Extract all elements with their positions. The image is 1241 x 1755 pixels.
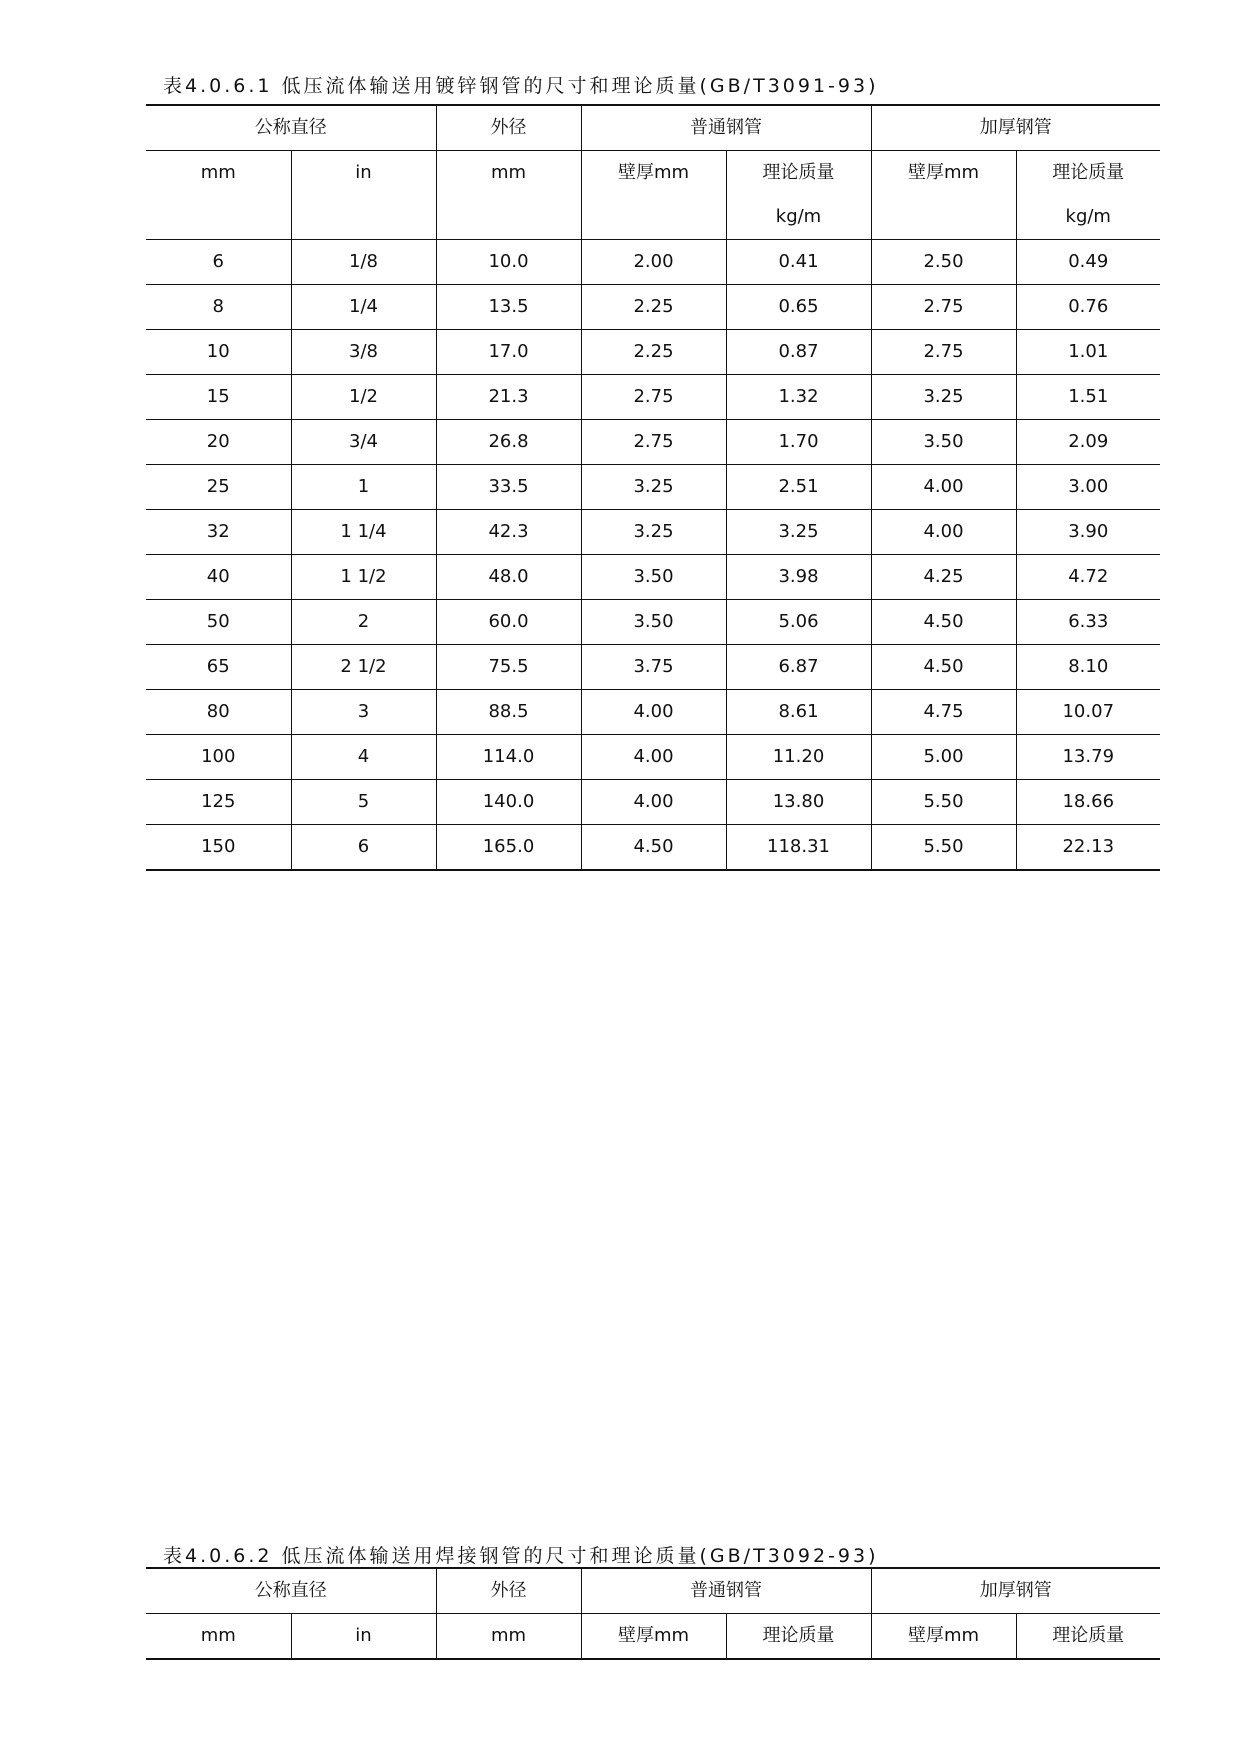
cell-wall-thickness-thick: 4.50 [871, 600, 1016, 645]
table-row [146, 690, 1160, 735]
cell-wall-thickness-thick: 2.50 [871, 240, 1016, 285]
table-row [146, 510, 1160, 555]
cell-wall-thickness: 3.25 [581, 510, 726, 555]
cell-wall-thickness-thick: 2.75 [871, 285, 1016, 330]
cell-theoretical-mass-thick: 3.90 [1016, 510, 1160, 555]
cell-nominal-mm: 80 [146, 690, 291, 735]
cell-theoretical-mass: 2.51 [726, 465, 871, 510]
cell-nominal-in: 3/4 [291, 420, 436, 465]
cell-wall-thickness: 2.25 [581, 330, 726, 375]
table-row [146, 240, 1160, 285]
table-row [146, 465, 1160, 510]
cell-wall-thickness: 3.25 [581, 465, 726, 510]
header-ordinary-pipe: 普通钢管 [581, 105, 871, 151]
cell-theoretical-mass-thick: 6.33 [1016, 600, 1160, 645]
header-mm: mm [146, 151, 291, 240]
cell-nominal-mm: 150 [146, 825, 291, 871]
cell-nominal-in: 2 1/2 [291, 645, 436, 690]
header-thickened-pipe: 加厚钢管 [871, 1568, 1160, 1614]
header-thickened-pipe: 加厚钢管 [871, 105, 1160, 151]
table-row [146, 645, 1160, 690]
table-row [146, 420, 1160, 465]
header-theoretical-mass: 理论质量 kg/m [726, 151, 871, 240]
header-outer-diameter: 外径 [436, 105, 581, 151]
cell-wall-thickness: 4.00 [581, 780, 726, 825]
cell-wall-thickness-thick: 4.50 [871, 645, 1016, 690]
cell-nominal-in: 5 [291, 780, 436, 825]
cell-nominal-in: 1/4 [291, 285, 436, 330]
cell-nominal-in: 3 [291, 690, 436, 735]
cell-outer-diameter: 13.5 [436, 285, 581, 330]
header-theoretical-mass-2: 理论质量 kg/m [1016, 151, 1160, 240]
cell-theoretical-mass: 0.87 [726, 330, 871, 375]
cell-theoretical-mass-thick: 1.51 [1016, 375, 1160, 420]
table1-caption: 表4.0.6.1 低压流体输送用镀锌钢管的尺寸和理论质量(GB/T3091-93) [163, 75, 879, 97]
header-wall-thickness: 壁厚mm [581, 151, 726, 240]
cell-theoretical-mass: 1.32 [726, 375, 871, 420]
cell-nominal-in: 6 [291, 825, 436, 871]
cell-nominal-in: 1/8 [291, 240, 436, 285]
header-wall-thickness-2: 壁厚mm [871, 1614, 1016, 1660]
cell-wall-thickness: 4.00 [581, 690, 726, 735]
cell-theoretical-mass-thick: 8.10 [1016, 645, 1160, 690]
cell-wall-thickness: 4.00 [581, 735, 726, 780]
cell-theoretical-mass-thick: 22.13 [1016, 825, 1160, 871]
galvanized-pipe-table [146, 104, 1160, 871]
cell-theoretical-mass: 1.70 [726, 420, 871, 465]
cell-nominal-mm: 40 [146, 555, 291, 600]
header-in: in [291, 1614, 436, 1660]
cell-nominal-in: 3/8 [291, 330, 436, 375]
cell-theoretical-mass-thick: 10.07 [1016, 690, 1160, 735]
table-row [146, 780, 1160, 825]
cell-nominal-mm: 6 [146, 240, 291, 285]
cell-nominal-mm: 25 [146, 465, 291, 510]
cell-theoretical-mass: 5.06 [726, 600, 871, 645]
cell-outer-diameter: 42.3 [436, 510, 581, 555]
cell-outer-diameter: 17.0 [436, 330, 581, 375]
cell-wall-thickness: 4.50 [581, 825, 726, 871]
cell-wall-thickness-thick: 4.25 [871, 555, 1016, 600]
cell-nominal-in: 1/2 [291, 375, 436, 420]
cell-theoretical-mass-thick: 1.01 [1016, 330, 1160, 375]
header-theoretical-mass: 理论质量 [726, 1614, 871, 1660]
cell-wall-thickness-thick: 2.75 [871, 330, 1016, 375]
header-wall-thickness: 壁厚mm [581, 1614, 726, 1660]
cell-wall-thickness-thick: 5.50 [871, 780, 1016, 825]
cell-nominal-mm: 100 [146, 735, 291, 780]
welded-pipe-table [146, 1567, 1160, 1660]
cell-theoretical-mass-thick: 0.49 [1016, 240, 1160, 285]
cell-outer-diameter: 21.3 [436, 375, 581, 420]
cell-outer-diameter: 26.8 [436, 420, 581, 465]
header-wall-thickness-2: 壁厚mm [871, 151, 1016, 240]
cell-outer-diameter: 33.5 [436, 465, 581, 510]
cell-theoretical-mass: 0.65 [726, 285, 871, 330]
table2-caption: 表4.0.6.2 低压流体输送用焊接钢管的尺寸和理论质量(GB/T3092-93) [163, 1545, 879, 1567]
cell-wall-thickness: 2.25 [581, 285, 726, 330]
cell-wall-thickness-thick: 4.00 [871, 510, 1016, 555]
header-od-mm: mm [436, 1614, 581, 1660]
table-row [146, 375, 1160, 420]
cell-outer-diameter: 48.0 [436, 555, 581, 600]
table-row [146, 825, 1160, 871]
header-ordinary-pipe: 普通钢管 [581, 1568, 871, 1614]
header-outer-diameter: 外径 [436, 1568, 581, 1614]
cell-outer-diameter: 165.0 [436, 825, 581, 871]
cell-outer-diameter: 88.5 [436, 690, 581, 735]
cell-nominal-mm: 8 [146, 285, 291, 330]
cell-nominal-in: 2 [291, 600, 436, 645]
cell-theoretical-mass: 3.98 [726, 555, 871, 600]
cell-theoretical-mass-thick: 2.09 [1016, 420, 1160, 465]
cell-nominal-in: 1 1/4 [291, 510, 436, 555]
cell-theoretical-mass-thick: 3.00 [1016, 465, 1160, 510]
table-row [146, 735, 1160, 780]
cell-wall-thickness: 2.00 [581, 240, 726, 285]
cell-wall-thickness: 3.75 [581, 645, 726, 690]
cell-nominal-in: 1 [291, 465, 436, 510]
table-row [146, 330, 1160, 375]
cell-nominal-mm: 125 [146, 780, 291, 825]
cell-theoretical-mass: 118.31 [726, 825, 871, 871]
cell-theoretical-mass: 6.87 [726, 645, 871, 690]
cell-theoretical-mass: 8.61 [726, 690, 871, 735]
cell-outer-diameter: 75.5 [436, 645, 581, 690]
cell-wall-thickness-thick: 4.75 [871, 690, 1016, 735]
cell-nominal-in: 1 1/2 [291, 555, 436, 600]
cell-outer-diameter: 60.0 [436, 600, 581, 645]
header-mm: mm [146, 1614, 291, 1660]
cell-theoretical-mass: 0.41 [726, 240, 871, 285]
table1-body [146, 240, 1160, 871]
table-row [146, 285, 1160, 330]
cell-theoretical-mass-thick: 0.76 [1016, 285, 1160, 330]
cell-nominal-mm: 10 [146, 330, 291, 375]
cell-wall-thickness-thick: 5.50 [871, 825, 1016, 871]
cell-wall-thickness: 2.75 [581, 420, 726, 465]
cell-theoretical-mass: 13.80 [726, 780, 871, 825]
header-nominal-diameter: 公称直径 [146, 105, 436, 151]
cell-nominal-mm: 50 [146, 600, 291, 645]
cell-nominal-mm: 32 [146, 510, 291, 555]
table-row [146, 600, 1160, 645]
cell-outer-diameter: 140.0 [436, 780, 581, 825]
cell-outer-diameter: 114.0 [436, 735, 581, 780]
cell-theoretical-mass-thick: 18.66 [1016, 780, 1160, 825]
cell-wall-thickness: 3.50 [581, 600, 726, 645]
cell-nominal-mm: 65 [146, 645, 291, 690]
cell-theoretical-mass: 3.25 [726, 510, 871, 555]
cell-wall-thickness: 2.75 [581, 375, 726, 420]
cell-theoretical-mass-thick: 13.79 [1016, 735, 1160, 780]
header-in: in [291, 151, 436, 240]
cell-wall-thickness-thick: 3.50 [871, 420, 1016, 465]
cell-outer-diameter: 10.0 [436, 240, 581, 285]
cell-wall-thickness-thick: 5.00 [871, 735, 1016, 780]
cell-wall-thickness-thick: 4.00 [871, 465, 1016, 510]
cell-nominal-in: 4 [291, 735, 436, 780]
table-row [146, 555, 1160, 600]
cell-nominal-mm: 20 [146, 420, 291, 465]
header-od-mm: mm [436, 151, 581, 240]
cell-nominal-mm: 15 [146, 375, 291, 420]
cell-theoretical-mass-thick: 4.72 [1016, 555, 1160, 600]
cell-wall-thickness: 3.50 [581, 555, 726, 600]
header-theoretical-mass-2: 理论质量 [1016, 1614, 1160, 1660]
header-nominal-diameter: 公称直径 [146, 1568, 436, 1614]
cell-theoretical-mass: 11.20 [726, 735, 871, 780]
cell-wall-thickness-thick: 3.25 [871, 375, 1016, 420]
